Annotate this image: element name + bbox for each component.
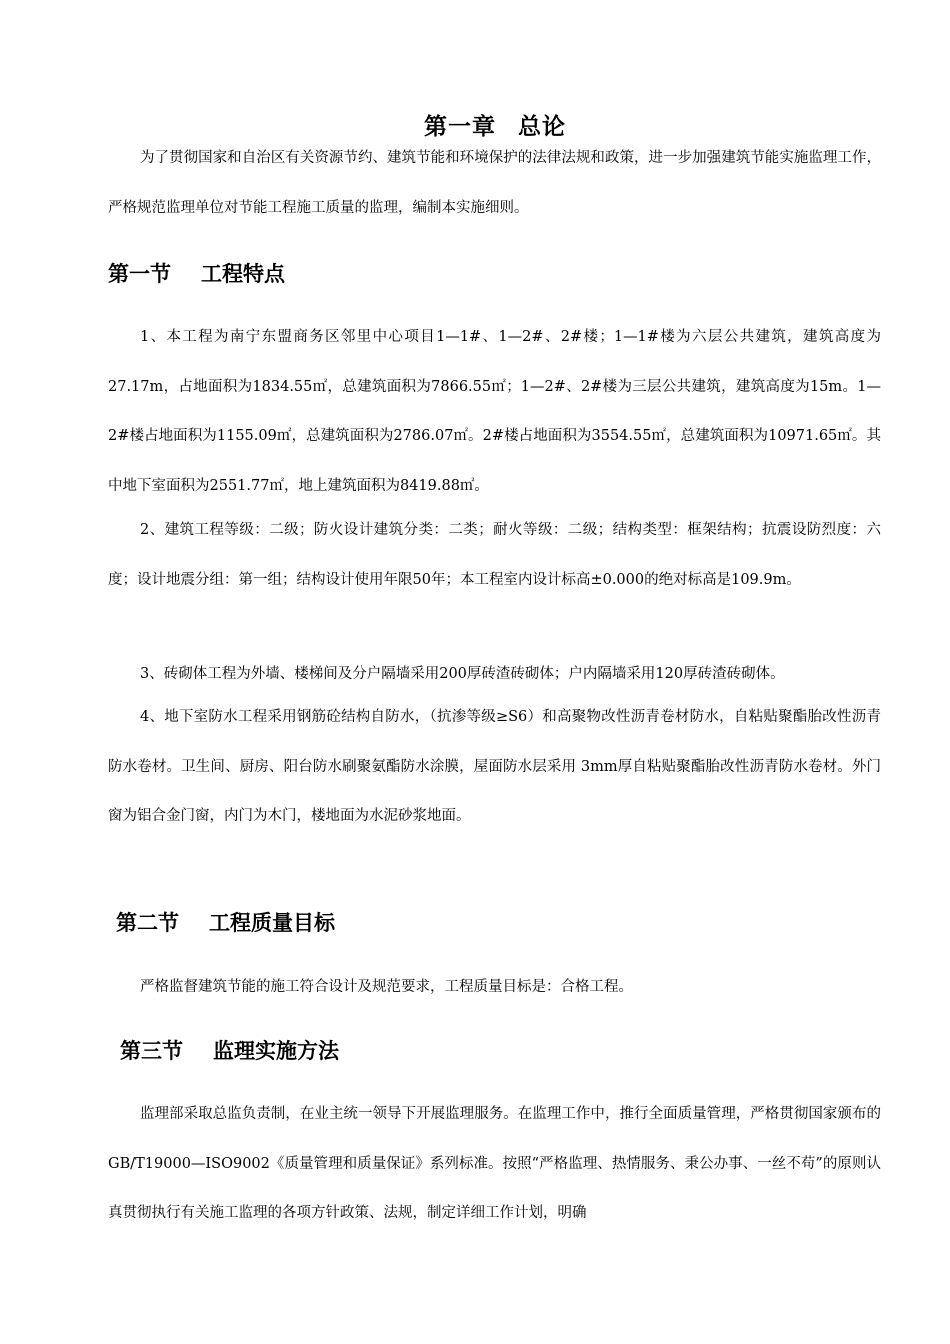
section-2-title xyxy=(116,907,335,937)
section-1-paragraph-1: 1、本工程为南宁东盟商务区邻里中心项目1—1#、1—2#、2#楼；1—1#楼为六层公共建筑，建筑高度为27.17m，占地面积为1834.55㎡，总建筑面积为7866.55㎡；1—2#、2#楼为三层公共建筑，建筑高度为15m。1—2#楼占地面积为1155.09㎡，总建筑面积为2786.07㎡。2#楼占地面积为3554.55㎡，总建筑面积为10971.65㎡。其中地下室面积为2551.77㎡，地上建筑面积为8419.88㎡。 xyxy=(108,329,881,494)
section-3-paragraph-1: 监理部采取总监负责制，在业主统一领导下开展监理服务。在监理工作中，推行全面质量管理，严格贯彻国家颁布的GB/T19000—ISO9002《质量管理和质量保证》系列标准。按照“严格监理、热情服务、秉公办事、一丝不苟”的原则认真贯彻执行有关施工监理的各项方针政策、法规，制定详细工作计划，明确 xyxy=(108,1106,881,1221)
section-2-number: 第二节 xyxy=(116,911,179,935)
section-1-paragraph-2: 2、建筑工程等级：二级；防火设计建筑分类：二类；耐火等级：二级；结构类型：框架结构；抗震设防烈度：六度；设计地震分组：第一组；结构设计使用年限50年；本工程室内设计标高±0.000的绝对标高是109.9m。 xyxy=(108,522,881,588)
section-2-paragraph-1: 严格监督建筑节能的施工符合设计及规范要求，工程质量目标是：合格工程。 xyxy=(140,979,633,995)
section-1-number: 第一节 xyxy=(108,262,171,286)
chapter-number: 第一章 xyxy=(424,114,496,140)
section-2-name: 工程质量目标 xyxy=(209,911,335,935)
section-1-name: 工程特点 xyxy=(201,262,285,286)
section-1-paragraph-4: 4、地下室防水工程采用钢筋砼结构自防水，（抗渗等级≥S6）和高聚物改性沥青卷材防水，自粘贴聚酯胎改性沥青防水卷材。卫生间、厨房、阳台防水刷聚氨酯防水涂膜，屋面防水层采用 3mm厚自粘贴聚酯胎改性沥青防水卷材。外门窗为铝合金门窗，内门为木门，楼地面为水泥砂浆地面。 xyxy=(108,709,881,824)
section-3-title xyxy=(120,1035,339,1065)
section-1-title xyxy=(108,258,285,288)
chapter-name: 总论 xyxy=(518,114,566,140)
intro-paragraph: 为了贯彻国家和自治区有关资源节约、建筑节能和环境保护的法律法规和政策，进一步加强建筑节能实施监理工作，严格规范监理单位对节能工程施工质量的监理，编制本实施细则。 xyxy=(108,150,881,216)
section-3-number: 第三节 xyxy=(120,1039,183,1063)
section-1-paragraph-3: 3、砖砌体工程为外墙、楼梯间及分户隔墙采用200厚砖渣砖砌体；户内隔墙采用120厚砖渣砖砌体。 xyxy=(140,666,785,682)
section-3-name: 监理实施方法 xyxy=(213,1039,339,1063)
